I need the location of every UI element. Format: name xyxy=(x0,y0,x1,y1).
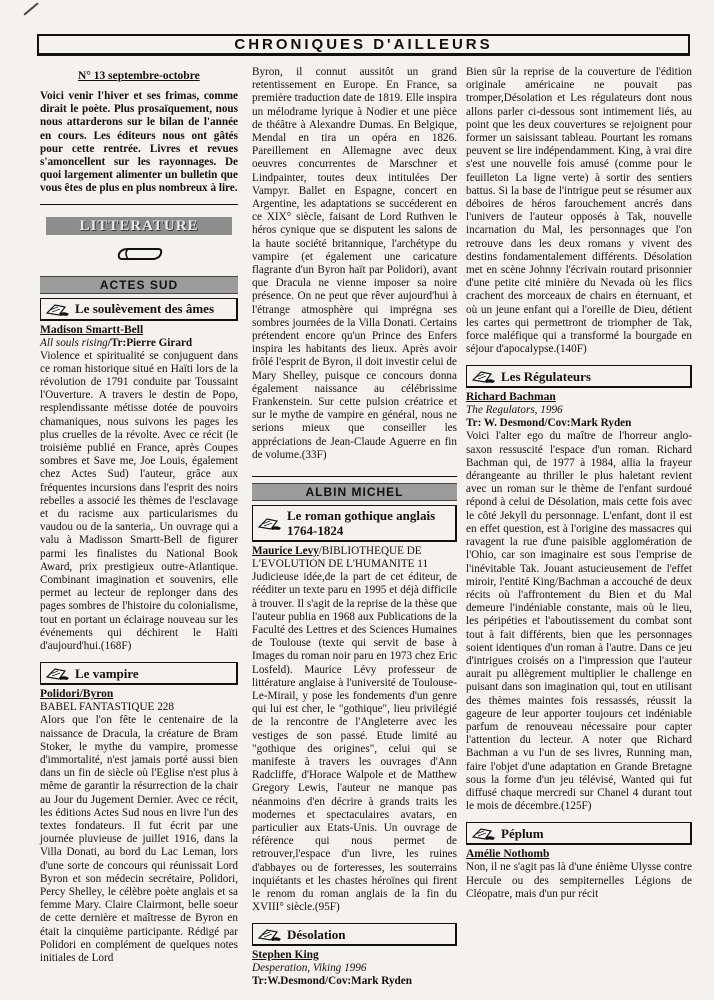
book-hand-icon xyxy=(471,368,497,384)
review-body-continued: Bien sûr la reprise de la couverture de l'édition originale américaine ne pouvait pas tromper,Désolation et Les régulateurs dont nous allons parler ci-dessous sont intimement liés, au point que les deux couvertures se rejoignent pour former un saisissant tableau. Pourtant les romans peuvent se lire indépendamment. King, à vrai dire s'est une nouvelle fois amusé (comme pour le feuilleton La ligne verte) à sortir des sentiers battus. Si la base de l'intrigue peut se résumer aux déboires de héros farouchement ancrés dans l'univers de l'auteur opposés à Tak, nouvelle incarnation du Mal, les personnages que l'on retrouve dans les deux romans y vivent des destins fondamentalement différents. Désolation met en scène Johnny l'écrivain routard prisonnier d'une petite cité minière du Nevada où les flics crachent des morceaux de chairs en éternuant, et où un jeune enfant qui a l'oreille de Dieu, détient les cartes qui permettront de triompher de Tak, force maléfique qui a transformé la bourgade en séjour d'apocalypse.(140F) xyxy=(466,66,692,356)
corner-mark xyxy=(23,2,38,15)
review-title: Les Régulateurs xyxy=(501,368,591,384)
review-title: Le roman gothique anglais 1764-1824 xyxy=(287,508,436,539)
review-author-line: Maurice Levy/BIBLIOTHEQUE DE L'EVOLUTION DE L'HUMANITE 11 xyxy=(252,545,429,571)
review-title: Péplum xyxy=(501,825,544,841)
column-right xyxy=(466,66,692,1000)
review-header-vampire xyxy=(40,662,238,685)
review-header-soulevement xyxy=(40,298,238,321)
publisher-albin-michel: ALBIN MICHEL xyxy=(252,483,457,501)
publisher-actes-sud: ACTES SUD xyxy=(40,276,238,294)
column-left xyxy=(40,66,238,1000)
review-credits: Tr: W. Desmond/Cov:Mark Ryden xyxy=(466,417,632,430)
review-body: Alors que l'on fête le centenaire de la naissance de Dracula, la créature de Bram Stoker, le mythe du vampire, promesse d'immortalité, n'est jamais porté aussi bien dans un fin de siècle où l'Eglise n'est plus à même de garantir la résurrection de la chair au Jour du Jugement Dernier. Avec ce récit, les éditions Actes Sud nous en livre l'un des textes fondateurs. Il fut écrit par une journée pluvieuse de juillet 1916, dans la Villa Donati, au bord du Lac Leman, lors d'une sorte de concours qui réunissait Lord Byron et son médecin secrétaire, Polidori, Percy Shelley, le célèbre poète anglais et sa femme Mary. Claire Clairmont, belle soeur de cette dernière et maîtresse de Byron en était la cinquième participante. Rédigé par Polidori en complément de quelques notes initiales de Lord xyxy=(40,714,238,964)
review-header-roman-gothique xyxy=(252,505,457,542)
review-header-regulateurs xyxy=(466,365,692,388)
review-author: Amélie Nothomb xyxy=(466,848,550,861)
review-original: Desperation, Viking 1996 xyxy=(252,962,367,975)
review-header-peplum xyxy=(466,822,692,845)
divider xyxy=(252,476,457,477)
book-hand-icon xyxy=(257,515,283,531)
scroll-icon xyxy=(116,243,164,265)
review-body-continued: Byron, il connut aussitôt un grand retentissement en Europe. En France, sa première traduction date de 1819. Elle inspira un mélodrame lyrique à Nodier et une pièce de théâtre à Alexandre Dumas. En Belgique, Mendal en tira un opéra en 1826. Pareillement en Allemagne avec deux oeuvres concurrentes de Marschner et Lindpainter, toutes deux intitulées Der Vampyr. Ballet en Espagne, concert en Argentine, les adaptations se succéderent en ce XIX° siècle, faisant de Lord Ruthven le héros cynique que se disputent les salons de la haute société britannique, l'archétype du vampire (et également une caricature flagrante d'un Byron haït par Polidori), avant que Dracula ne vienne imposer sa noire présence. On ne peut que rêver aujourd'hui à l'étrange atmosphère qui imprégna ses sombres journées de la Villa Donati. Certains prétendent encore qu'un Prince des Enfers inspira les habitants des lieux. Après avoir frôlé l'esprit de Byron, il doit investir celui de Mary Shelley, puisque ce concours donna également naissance au célébrissime Frankenstein. Sur cette pulsion créatrice et sur le mythe de vampire en général, nous ne serions mieux que conseiller les appréciations de Jean-Claude Aguerre en fin de volume.(33F) xyxy=(252,66,457,461)
review-title: Désolation xyxy=(287,926,346,942)
page-header: CHRONIQUES D'AILLEURS xyxy=(37,34,690,56)
review-collection: BABEL FANTASTIQUE 228 xyxy=(40,701,174,714)
book-hand-icon xyxy=(45,665,71,681)
book-hand-icon xyxy=(471,825,497,841)
review-title: Le soulèvement des âmes xyxy=(75,301,215,317)
review-body: Voici l'alter ego du maître de l'horreur anglo-saxon ressuscité l'espace d'un roman. Richard Bachman qui, de 1977 à 1984, allia la frayeur dérangeante au thriller le plus haletant revient avec un roman sur le thème de l'enfant surdoué répond à celui de Désolation, mais cette fois avec le côté Jekyll du personnage. L'enfant, dont il est en effet question, est à l'origine des massacres qui ravagent la rue d'une paisible agglomération de l'Ohio, car son imaginaire est sous l'emprise de l'inévitable Tak. Jouant astucieusement de l'effet miroir, l'entité King/Bachman a accouché de deux récits où l'affrontement du Bien et du Mal demeure l'indéniable constante, mais où le lieu, les péripéties et l'aboutissement du combat sont tout à fait différents, bien que les personnages soient identiques d'un roman à l'autre. Dans ce jeu d'intrigues croisés on a l'impression que l'auteur aurait pu allègrement multiplier le challenge en puisant dans son imagination qui, tout en utilisant des thèmes maintes fois ressassés, réussit la gageure de leur apporter toujours cet indéniable parfum de renouveau nécessaire pour capter l'attention du lecteur. A noter que Richard Bachman a vu l'un de ses livres, Running man, faire l'objet d'une adaptation en Grande Bretagne sous la forme d'un jeu télévisé, Wanted qui fut diffusé chaque mercredi sur Chanel 4 durant tout le mois de décembre.(125F) xyxy=(466,430,692,813)
review-author: Madison Smartt-Bell xyxy=(40,323,144,336)
review-author: Richard Bachman xyxy=(466,391,556,404)
review-author: Polidori/Byron xyxy=(40,688,114,701)
review-author: Stephen King xyxy=(252,949,319,962)
review-credits: Tr:W.Desmond/Cov:Mark Ryden xyxy=(252,975,412,988)
section-title: LITTERATURE xyxy=(46,217,232,235)
issue-number: N° 13 septembre-octobre xyxy=(78,70,200,82)
divider xyxy=(40,204,238,205)
review-header-desolation xyxy=(252,923,457,946)
book-hand-icon xyxy=(45,301,71,317)
book-hand-icon xyxy=(257,926,283,942)
column-middle xyxy=(252,66,457,1000)
editorial-intro: Voici venir l'hiver et ses frimas, comme dirait le poète. Plus prosaïquement, nous nous attarderons sur le bilan de l'année en cours. Les éditeurs nous ont gâtés pour cette rentrée. Livres et revues s'amoncellent sur les rayonnages. De quoi largement alimenter un bulletin que vous êtes de plus en plus nombreux à lire. xyxy=(40,90,238,195)
review-original: The Regulators, 1996 xyxy=(466,404,563,417)
review-body: Judicieuse idée,de la part de cet éditeur, de rééditer un texte paru en 1995 et déjà difficile à trouver. Il s'agit de la reprise de la thèse que l'auteur publia en 1968 aux Publications de la Faculté des Lettres et des Sciences Humaines de Toulouse (texte qui servit de base à Images du roman noir paru en 1973 chez Eric Losfeld). Maurice Lévy professeur de littérature anglaise à l'université de Toulouse-Le-Mirail, y pose les fondements d'un genre qui lui est cher, le "gothique", lieu privilégié de la rencontre de l'Angleterre avec les vestiges de son passé. Etude limité au "gothique des origines", celui qui se manifeste à travers les ouvrages d'Ann Radcliffe, d'Horace Walpole et de Matthew Gregory Lewis, l'auteur ne manque pas néanmoins d'en décrire à grands traits les modernes et spectaculaires avatars, en particulier aux Etats-Unis. Un ouvrage de référence qui nous permet de retrouver,l'espace d'un livre, les ruines d'abbayes ou de forteresses, les souterrains inquiétants et les chastes héroïnes qui firent le renom du roman anglais de la fin du XVIII° siècle.(95F) xyxy=(252,571,457,914)
review-body: Violence et spiritualité se conjuguent dans ce roman historique situé en Haïti lors de la révolution de 1791 conduite par Toussaint l'Ouverture. A travers le destin de Popo, resplendissante métisse dotée de pouvoirs chamaniques, nous suivons les pages les plus cruelles de la révolte. Avec ce récit (le troisième publié en France, après Coupes sombres et Save me, Joe Louis, également chez Actes Sud) l'auteur, grâce aux fréquentes incursions dans l'esprit des noirs rebelles a associé les thèmes de l'esclavage et du racisme aux particularismes du vaudou ou de la santeria,. Un ouvrage qui a valu à Madisson Smartt-Bell de figurer parmi les finalistes du National Book Award, prix prestigieux outre-Atlantique. Combinant imagination et souvenirs, elle permet au lecteur de replonger dans des pages sombres de l'histoire du colonialisme, tout en portant un éclairage nouveau sur les événements qui déchirent le Haïti d'aujourd'hui.(168F) xyxy=(40,349,238,653)
review-title: Le vampire xyxy=(75,665,139,681)
review-body: Non, il ne s'agit pas là d'une énième Ulysse contre Hercule ou des sempiternelles Légions de Cléopatre, mais d'un pur récit xyxy=(466,861,692,900)
review-original-title: All souls rising/Tr:Pierre Girard xyxy=(40,336,193,349)
